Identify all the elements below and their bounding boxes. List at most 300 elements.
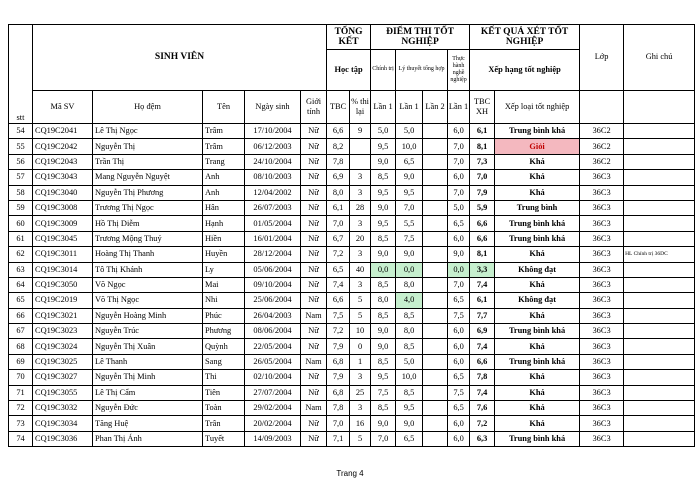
cell-lt2 [423, 293, 448, 308]
cell-pct: 20 [350, 231, 371, 246]
cell-stt: 58 [9, 185, 33, 200]
cell-ten: Phương [203, 324, 245, 339]
cell-tbc: 7,4 [327, 277, 350, 292]
hoc-tap-header: Học tập [327, 50, 371, 90]
cell-stt: 60 [9, 216, 33, 231]
cell-th: 0,0 [448, 262, 470, 277]
cell-ten: Anh [203, 185, 245, 200]
graduation-results-table [8, 24, 695, 447]
cell-ten: Hân [203, 200, 245, 215]
cell-lop: 36C3 [580, 308, 624, 323]
cell-stt: 64 [9, 277, 33, 292]
cell-lt1: 10,0 [396, 370, 423, 385]
cell-ma: CQ19C3034 [33, 416, 93, 431]
cell-ma: CQ19C3021 [33, 308, 93, 323]
cell-ma: CQ19C3024 [33, 339, 93, 354]
cell-lop: 36C2 [580, 124, 624, 139]
cell-ten: Trâm [203, 139, 245, 154]
cell-ma: CQ19C3055 [33, 385, 93, 400]
lan1-ct-header: Lần 1 [371, 90, 396, 123]
cell-gt: Nữ [301, 124, 327, 139]
table-row [9, 354, 695, 369]
cell-stt: 55 [9, 139, 33, 154]
cell-th: 6,0 [448, 324, 470, 339]
cell-hodem: Nguyễn Thị Xuân [93, 339, 203, 354]
cell-th: 6,5 [448, 401, 470, 416]
cell-gc [624, 385, 695, 400]
cell-tbc: 7,0 [327, 416, 350, 431]
cell-ns: 25/06/2004 [245, 293, 301, 308]
cell-stt: 62 [9, 247, 33, 262]
cell-ns: 17/10/2004 [245, 124, 301, 139]
cell-lt2 [423, 339, 448, 354]
cell-stt: 57 [9, 170, 33, 185]
table-row [9, 185, 695, 200]
lop-subheader [580, 90, 624, 123]
cell-hodem: Nguyễn Đức [93, 401, 203, 416]
ket-qua-header: KẾT QUẢ XÉT TỐT NGHIỆP [470, 25, 580, 50]
table-row [9, 139, 695, 154]
cell-xl: Trung bình khá [495, 124, 580, 139]
cell-xh: 6,9 [470, 324, 495, 339]
cell-lop: 36C3 [580, 247, 624, 262]
cell-lop: 36C3 [580, 370, 624, 385]
cell-hodem: Hoàng Thị Thanh [93, 247, 203, 262]
cell-tbc: 6,1 [327, 200, 350, 215]
cell-gc [624, 185, 695, 200]
table-row [9, 124, 695, 139]
cell-hodem: Trần Thị [93, 154, 203, 169]
cell-ma: CQ19C2043 [33, 154, 93, 169]
cell-ns: 02/10/2004 [245, 370, 301, 385]
cell-ct: 8,5 [371, 277, 396, 292]
cell-stt: 71 [9, 385, 33, 400]
cell-xh: 8,1 [470, 247, 495, 262]
cell-pct: 28 [350, 200, 371, 215]
cell-xl: Giỏi [495, 139, 580, 154]
cell-lop: 36C3 [580, 324, 624, 339]
cell-gt: Nữ [301, 385, 327, 400]
cell-pct: 40 [350, 262, 371, 277]
cell-stt: 69 [9, 354, 33, 369]
cell-gc [624, 216, 695, 231]
cell-tbc: 7,8 [327, 401, 350, 416]
cell-ct: 7,5 [371, 385, 396, 400]
cell-gc [624, 324, 695, 339]
cell-tbc: 6,6 [327, 124, 350, 139]
cell-stt: 70 [9, 370, 33, 385]
cell-xh: 6,6 [470, 231, 495, 246]
cell-lt2 [423, 385, 448, 400]
cell-ten: Sang [203, 354, 245, 369]
cell-tbc: 7,9 [327, 339, 350, 354]
cell-gc: HL Chính trị 36DC [624, 247, 695, 262]
cell-ma: CQ19C3025 [33, 354, 93, 369]
cell-ten: Ly [203, 262, 245, 277]
cell-lt2 [423, 124, 448, 139]
cell-xl: Khá [495, 247, 580, 262]
cell-xh: 7,4 [470, 277, 495, 292]
table-row [9, 216, 695, 231]
cell-th: 6,5 [448, 370, 470, 385]
cell-ten: Trang [203, 154, 245, 169]
cell-ns: 28/12/2004 [245, 247, 301, 262]
cell-lt1: 5,0 [396, 354, 423, 369]
cell-hodem: Mang Nguyễn Nguyệt [93, 170, 203, 185]
cell-hodem: Trương Mộng Thuý [93, 231, 203, 246]
cell-gt: Nữ [301, 170, 327, 185]
cell-xh: 3,3 [470, 262, 495, 277]
cell-lt1: 9,0 [396, 247, 423, 262]
cell-xh: 7,6 [470, 401, 495, 416]
cell-th: 7,0 [448, 277, 470, 292]
table-row [9, 231, 695, 246]
ghi-chu-header: Ghi chú [624, 25, 695, 91]
pct-thi-lai-header: % thi lại [350, 90, 371, 123]
xep-hang-header: Xếp hạng tốt nghiệp [470, 50, 580, 90]
cell-lop: 36C3 [580, 354, 624, 369]
cell-lop: 36C3 [580, 277, 624, 292]
cell-ten: Nhi [203, 293, 245, 308]
cell-hodem: Võ Ngọc [93, 277, 203, 292]
cell-lt1: 0,0 [396, 262, 423, 277]
tbc-header: TBC [327, 90, 350, 123]
cell-ct: 9,5 [371, 216, 396, 231]
cell-gt: Nữ [301, 339, 327, 354]
cell-lop: 36C3 [580, 416, 624, 431]
cell-ten: Huyền [203, 247, 245, 262]
ten-header: Tên [203, 90, 245, 123]
cell-pct: 3 [350, 277, 371, 292]
cell-gt: Nữ [301, 370, 327, 385]
cell-tbc: 8,2 [327, 139, 350, 154]
cell-lt1: 6,5 [396, 154, 423, 169]
cell-xl: Khá [495, 416, 580, 431]
cell-gc [624, 154, 695, 169]
cell-xl: Trung bình khá [495, 324, 580, 339]
cell-lop: 36C3 [580, 339, 624, 354]
cell-ma: CQ19C2041 [33, 124, 93, 139]
cell-tbc: 7,0 [327, 216, 350, 231]
cell-tbc: 7,5 [327, 308, 350, 323]
cell-ten: Thi [203, 370, 245, 385]
cell-ten: Trân [203, 416, 245, 431]
tbc-xh-header: TBC XH [470, 90, 495, 123]
cell-lop: 36C2 [580, 154, 624, 169]
cell-th: 6,0 [448, 431, 470, 446]
cell-xh: 7,4 [470, 339, 495, 354]
cell-tbc: 7,1 [327, 431, 350, 446]
cell-ten: Tiên [203, 385, 245, 400]
cell-lt1: 10,0 [396, 139, 423, 154]
cell-lt1: 5,5 [396, 216, 423, 231]
cell-ten: Quỳnh [203, 339, 245, 354]
table-row [9, 308, 695, 323]
cell-xh: 7,0 [470, 170, 495, 185]
cell-ct: 8,0 [371, 293, 396, 308]
cell-stt: 63 [9, 262, 33, 277]
cell-ct: 9,0 [371, 416, 396, 431]
cell-lt1: 4,0 [396, 293, 423, 308]
table-row [9, 293, 695, 308]
cell-ct: 5,0 [371, 124, 396, 139]
cell-pct: 3 [350, 370, 371, 385]
cell-lt2 [423, 370, 448, 385]
cell-gt: Nữ [301, 277, 327, 292]
table-row [9, 416, 695, 431]
cell-gc [624, 277, 695, 292]
cell-lop: 36C3 [580, 401, 624, 416]
cell-hodem: Võ Thị Ngọc [93, 293, 203, 308]
cell-lt2 [423, 324, 448, 339]
table-row [9, 200, 695, 215]
cell-xl: Khá [495, 185, 580, 200]
cell-stt: 59 [9, 200, 33, 215]
cell-gt: Nữ [301, 154, 327, 169]
cell-xh: 5,9 [470, 200, 495, 215]
cell-xl: Khá [495, 277, 580, 292]
cell-ct: 9,0 [371, 200, 396, 215]
cell-ns: 22/05/2004 [245, 339, 301, 354]
cell-xl: Khá [495, 339, 580, 354]
cell-gt: Nữ [301, 200, 327, 215]
cell-gc [624, 262, 695, 277]
cell-lt1: 9,0 [396, 416, 423, 431]
ngay-sinh-header: Ngày sinh [245, 90, 301, 123]
cell-lop: 36C3 [580, 216, 624, 231]
cell-gc [624, 370, 695, 385]
cell-ct: 7,0 [371, 431, 396, 446]
cell-gc [624, 308, 695, 323]
cell-pct: 3 [350, 170, 371, 185]
cell-ten: Trâm [203, 124, 245, 139]
cell-ct: 9,0 [371, 154, 396, 169]
cell-ma: CQ19C3014 [33, 262, 93, 277]
lan2-lt-header: Lần 2 [423, 90, 448, 123]
cell-tbc: 6,9 [327, 170, 350, 185]
cell-lt1: 7,0 [396, 200, 423, 215]
cell-ct: 9,5 [371, 370, 396, 385]
cell-pct: 5 [350, 308, 371, 323]
cell-gt: Nữ [301, 231, 327, 246]
cell-xh: 6,3 [470, 431, 495, 446]
cell-lop: 36C3 [580, 385, 624, 400]
cell-gc [624, 293, 695, 308]
cell-ma: CQ19C3043 [33, 170, 93, 185]
cell-ns: 26/07/2003 [245, 200, 301, 215]
cell-hodem: Nguyễn Thị [93, 139, 203, 154]
cell-ct: 8,5 [371, 401, 396, 416]
cell-ma: CQ19C2042 [33, 139, 93, 154]
cell-stt: 65 [9, 293, 33, 308]
cell-lt2 [423, 185, 448, 200]
cell-xh: 7,2 [470, 416, 495, 431]
cell-pct: 3 [350, 401, 371, 416]
cell-gt: Nam [301, 308, 327, 323]
cell-gc [624, 200, 695, 215]
cell-gc [624, 124, 695, 139]
cell-ns: 14/09/2003 [245, 431, 301, 446]
cell-lop: 36C3 [580, 293, 624, 308]
cell-ma: CQ19C3045 [33, 231, 93, 246]
cell-lt1: 8,0 [396, 277, 423, 292]
cell-xl: Khá [495, 401, 580, 416]
cell-lt1: 7,5 [396, 231, 423, 246]
cell-pct: 3 [350, 216, 371, 231]
cell-ns: 24/10/2004 [245, 154, 301, 169]
cell-pct: 5 [350, 293, 371, 308]
cell-ns: 06/12/2003 [245, 139, 301, 154]
cell-stt: 66 [9, 308, 33, 323]
cell-lt2 [423, 277, 448, 292]
cell-stt: 56 [9, 154, 33, 169]
cell-lt2 [423, 401, 448, 416]
cell-lt1: 8,0 [396, 324, 423, 339]
cell-ma: CQ19C3036 [33, 431, 93, 446]
table-row [9, 154, 695, 169]
cell-ct: 0,0 [371, 262, 396, 277]
cell-xl: Trung bình [495, 200, 580, 215]
cell-xh: 8,1 [470, 139, 495, 154]
cell-lop: 36C3 [580, 200, 624, 215]
cell-xl: Không đạt [495, 293, 580, 308]
cell-pct: 10 [350, 324, 371, 339]
cell-gc [624, 354, 695, 369]
cell-th: 6,0 [448, 416, 470, 431]
cell-lt2 [423, 247, 448, 262]
cell-pct: 1 [350, 354, 371, 369]
cell-lt2 [423, 431, 448, 446]
chinh-tri-header: Chính trị [371, 50, 396, 90]
cell-gc [624, 339, 695, 354]
cell-hodem: Nguyễn Thị Phương [93, 185, 203, 200]
cell-stt: 72 [9, 401, 33, 416]
table-row [9, 247, 695, 262]
lan1-lt-header: Lần 1 [396, 90, 423, 123]
cell-tbc: 6,6 [327, 293, 350, 308]
tong-ket-header: TỔNG KẾT [327, 25, 371, 50]
cell-lt2 [423, 354, 448, 369]
cell-ns: 08/06/2004 [245, 324, 301, 339]
cell-ma: CQ19C3011 [33, 247, 93, 262]
cell-lop: 36C3 [580, 262, 624, 277]
ma-sv-header: Mã SV [33, 90, 93, 123]
cell-ns: 27/07/2004 [245, 385, 301, 400]
cell-gt: Nữ [301, 185, 327, 200]
cell-tbc: 7,8 [327, 154, 350, 169]
cell-lop: 36C2 [580, 139, 624, 154]
cell-pct: 5 [350, 431, 371, 446]
cell-ct: 9,0 [371, 247, 396, 262]
cell-lt2 [423, 231, 448, 246]
cell-stt: 61 [9, 231, 33, 246]
cell-gc [624, 401, 695, 416]
cell-stt: 74 [9, 431, 33, 446]
cell-lt2 [423, 200, 448, 215]
cell-gt: Nữ [301, 431, 327, 446]
cell-th: 7,0 [448, 185, 470, 200]
cell-ma: CQ19C3009 [33, 216, 93, 231]
cell-lt2 [423, 262, 448, 277]
cell-gc [624, 170, 695, 185]
cell-ma: CQ19C3032 [33, 401, 93, 416]
cell-ns: 26/05/2004 [245, 354, 301, 369]
cell-xh: 6,6 [470, 354, 495, 369]
cell-ten: Phúc [203, 308, 245, 323]
cell-hodem: Tăng Huệ [93, 416, 203, 431]
cell-pct: 3 [350, 185, 371, 200]
cell-tbc: 6,5 [327, 262, 350, 277]
cell-ns: 12/04/2002 [245, 185, 301, 200]
cell-gt: Nữ [301, 416, 327, 431]
cell-tbc: 7,9 [327, 370, 350, 385]
cell-th: 6,5 [448, 293, 470, 308]
table-row [9, 385, 695, 400]
cell-ten: Mai [203, 277, 245, 292]
cell-pct: 16 [350, 416, 371, 431]
sinh-vien-header: SINH VIÊN [33, 25, 327, 91]
cell-tbc: 7,2 [327, 247, 350, 262]
page-number: Trang 4 [336, 469, 364, 478]
cell-xh: 6,1 [470, 293, 495, 308]
cell-xl: Trung bình khá [495, 354, 580, 369]
cell-th: 6,0 [448, 231, 470, 246]
cell-ten: Anh [203, 170, 245, 185]
table-row [9, 370, 695, 385]
cell-gc [624, 416, 695, 431]
cell-hodem: Nguyễn Thị Minh [93, 370, 203, 385]
cell-th: 6,0 [448, 124, 470, 139]
cell-th: 7,5 [448, 385, 470, 400]
cell-lt2 [423, 308, 448, 323]
cell-lop: 36C3 [580, 170, 624, 185]
cell-xh: 7,4 [470, 385, 495, 400]
cell-gt: Nữ [301, 139, 327, 154]
cell-ten: Toàn [203, 401, 245, 416]
cell-xl: Khá [495, 154, 580, 169]
thuc-hanh-header: Thực hành nghề nghiệp [448, 50, 470, 90]
cell-lt2 [423, 216, 448, 231]
cell-ten: Hạnh [203, 216, 245, 231]
table-row [9, 401, 695, 416]
table-row [9, 170, 695, 185]
cell-stt: 68 [9, 339, 33, 354]
cell-ct: 9,0 [371, 324, 396, 339]
cell-tbc: 6,8 [327, 354, 350, 369]
table-row [9, 262, 695, 277]
cell-xl: Không đạt [495, 262, 580, 277]
cell-hodem: Lê Thị Ngọc [93, 124, 203, 139]
cell-hodem: Hồ Thị Diễm [93, 216, 203, 231]
cell-th: 6,0 [448, 170, 470, 185]
cell-lt1: 8,5 [396, 308, 423, 323]
cell-gc [624, 139, 695, 154]
cell-ct: 8,5 [371, 308, 396, 323]
cell-ns: 20/02/2004 [245, 416, 301, 431]
stt-header: stt [9, 25, 33, 124]
cell-lt2 [423, 139, 448, 154]
cell-th: 6,5 [448, 216, 470, 231]
cell-xh: 6,1 [470, 124, 495, 139]
cell-lt1: 9,5 [396, 401, 423, 416]
cell-xl: Trung bình khá [495, 231, 580, 246]
cell-gt: Nam [301, 354, 327, 369]
cell-ma: CQ19C3027 [33, 370, 93, 385]
ho-dem-header: Họ đệm [93, 90, 203, 123]
cell-gt: Nữ [301, 293, 327, 308]
cell-lt1: 8,5 [396, 385, 423, 400]
cell-xl: Khá [495, 385, 580, 400]
